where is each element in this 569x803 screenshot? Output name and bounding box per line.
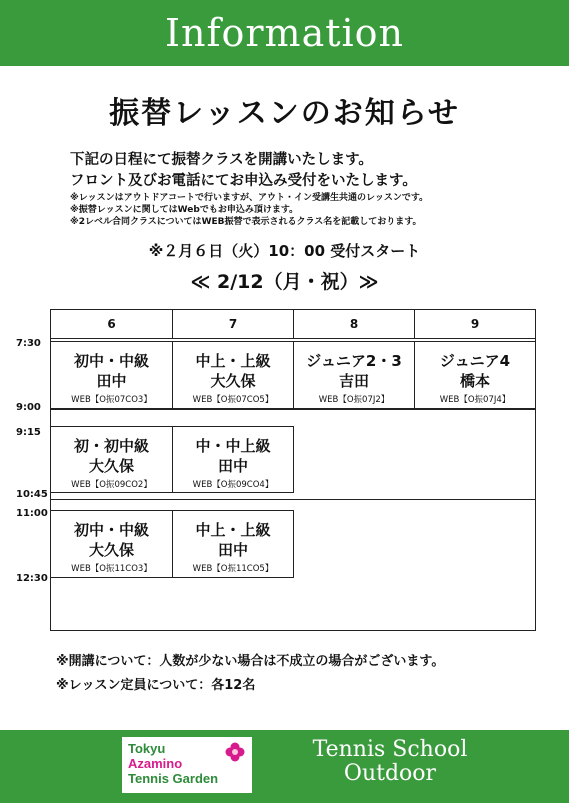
note-line: ※2レベル合同クラスについてはWEB振替で表示されるクラス名を記載しております。 <box>70 217 422 227</box>
school-line: Outdoor <box>343 761 437 786</box>
lesson-coach: 田中 <box>217 457 248 475</box>
school-line: Tennis School <box>312 737 468 762</box>
lesson-level: 中上・上級 <box>195 352 271 370</box>
lesson-web-code: WEB【O振07J2】 <box>318 395 390 405</box>
time-label: 7:30 <box>16 338 41 349</box>
note-line: ※レッスンはアウトドアコートで行いますが、アウト・イン受講生共通のレッスンです。 <box>70 193 429 203</box>
footer-banner <box>0 730 569 803</box>
flower-icon <box>224 741 246 763</box>
logo-line: Azamino <box>128 756 183 771</box>
column-header: 6 <box>51 310 173 339</box>
reception-start: ※２月６日（火）10：00 受付スタート <box>148 242 421 260</box>
lesson-cell <box>172 510 294 578</box>
lesson-coach: 大久保 <box>210 372 256 390</box>
column-header: 9 <box>415 310 535 339</box>
lesson-web-code: WEB【O振07CO3】 <box>71 395 152 405</box>
time-label: 12:30 <box>16 573 48 584</box>
time-label: 9:00 <box>16 402 41 413</box>
lesson-coach: 大久保 <box>88 457 134 475</box>
lesson-cell <box>172 341 294 409</box>
lesson-cell <box>50 341 173 409</box>
lesson-cell <box>172 426 294 493</box>
lesson-web-code: WEB【O振11CO5】 <box>192 564 274 574</box>
lesson-coach: 田中 <box>217 541 248 559</box>
lesson-cell <box>50 510 173 578</box>
lesson-web-code: WEB【O振11CO3】 <box>71 564 152 574</box>
time-label: 9:15 <box>16 427 41 438</box>
intro-line: 下記の日程にて振替クラスを開講いたします。 <box>70 152 373 168</box>
footnote: ※レッスン定員について：各12名 <box>56 678 256 693</box>
header-title: Information <box>164 11 405 55</box>
time-label: 11:00 <box>16 508 48 519</box>
lesson-level: 初・初中級 <box>73 437 149 455</box>
lesson-level: 初中・中級 <box>73 521 149 539</box>
lesson-cell <box>50 426 173 493</box>
school-name <box>290 738 490 786</box>
lesson-web-code: WEB【O振07CO5】 <box>192 395 274 405</box>
lesson-coach: 吉田 <box>338 372 369 390</box>
lesson-web-code: WEB【O振09CO2】 <box>71 480 152 490</box>
lesson-cell <box>293 341 415 409</box>
lesson-coach: 大久保 <box>88 541 134 559</box>
row-divider <box>50 409 536 410</box>
lesson-level: 中・中上級 <box>195 437 271 455</box>
time-label: 10:45 <box>16 489 48 500</box>
intro-line: フロント及びお電話にてお申込み受付をいたします。 <box>70 173 417 189</box>
lesson-web-code: WEB【O振09CO4】 <box>192 480 274 490</box>
lesson-level: 初中・中級 <box>73 352 149 370</box>
lesson-coach: 橋本 <box>459 372 490 390</box>
lesson-web-code: WEB【O振07J4】 <box>439 395 511 405</box>
page-title: 振替レッスンのお知らせ <box>109 96 460 131</box>
lesson-date: ≪ 2/12（月・祝）≫ <box>190 271 379 293</box>
footnote: ※開講について：人数が少ない場合は不成立の場合がございます。 <box>56 654 445 669</box>
row-divider <box>50 499 536 500</box>
intro-block <box>70 150 550 228</box>
column-header: 8 <box>294 310 415 339</box>
logo <box>122 737 252 793</box>
lesson-level: ジュニア4 <box>439 352 511 370</box>
lesson-level: ジュニア2・3 <box>306 352 402 370</box>
header-banner <box>0 0 569 66</box>
note-line: ※振替レッスンに関してはWebでもお申込み頂けます。 <box>70 205 299 215</box>
logo-line: Tennis Garden <box>128 771 219 786</box>
logo-line: Tokyu <box>128 741 166 756</box>
column-header: 7 <box>173 310 294 339</box>
lesson-cell <box>414 341 536 409</box>
lesson-level: 中上・上級 <box>195 521 271 539</box>
lesson-coach: 田中 <box>96 372 127 390</box>
